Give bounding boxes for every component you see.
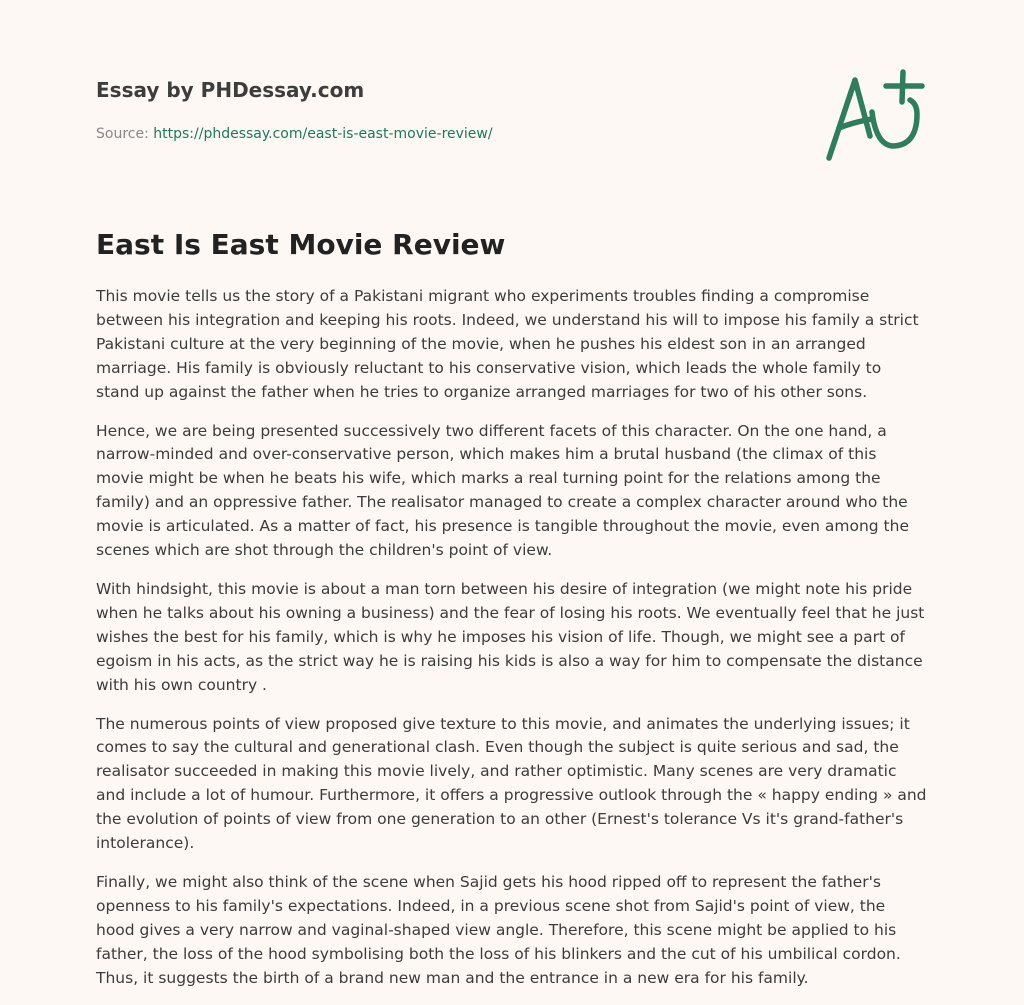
essay-paragraph: Finally, we might also think of the scene when Sajid gets his hood ripped off to represent the father's openness to his family's expectations. Indeed, in a previous scene shot from Sajid's point of view, the hood gives a very narrow and vaginal-shaped view angle. Therefore, this scene might be applied to his father, the loss of the hood symbolising both the loss of his blinkers and the cut of his umbilical cordon. Thus, it suggests the birth of a brand new man and the entrance in a new era for his family.: [96, 872, 901, 987]
a-plus-logo-icon: [822, 66, 928, 166]
source-line: [96, 124, 816, 144]
essay-title: East Is East Movie Review: [96, 228, 506, 261]
essay-paragraph: The numerous points of view proposed give texture to this movie, and animates the underlying issues; it comes to say the cultural and generational clash. Even though the subject is quite serious and sad, the realisator succeeded in making this movie lively, and rather optimistic. Many scenes are very dramatic and include a lot of humour. Furthermore, it offers a progressive outlook through the « happy ending » and the evolution of points of view from one generation to an other (Ernest's tolerance Vs it's grand-father's intolerance).: [96, 714, 927, 853]
essay-paragraph: This movie tells us the story of a Pakistani migrant who experiments troubles finding a compromise between his integration and keeping his roots. Indeed, we understand his will to impose his family a strict Pakistani culture at the very beginning of the movie, when he pushes his eldest son in an arranged marriage. His family is obviously reluctant to his conservative vision, which leads the whole family to stand up against the father when he tries to organize arranged marriages for two of his other sons.: [96, 287, 919, 401]
essay-body: [96, 285, 928, 1005]
source-label: Source:: [96, 126, 149, 142]
essay-paragraph: Hence, we are being presented successively two different facets of this character. On the one hand, a narrow-minded and over-conservative person, which makes him a brutal husband (the climax of this movie might be when he beats his wife, which marks a real turning point for the relations among the family) and an oppressive father. The realisator managed to create a complex character around who the movie is articulated. As a matter of fact, his presence is tangible throughout the movie, even among the scenes which are shot through the children's point of view.: [96, 421, 909, 560]
source-link[interactable]: https://phdessay.com/east-is-east-movie-review/: [153, 126, 493, 142]
site-brand: Essay by PHDessay.com: [96, 78, 365, 102]
header: [96, 76, 816, 144]
essay-paragraph: With hindsight, this movie is about a man torn between his desire of integration (we might note his pride when he talks about his owning a business) and the fear of losing his roots. We eventually feel that he just wishes the best for his family, which is why he imposes his vision of life. Though, we might see a part of egoism in his acts, as the strict way he is raising his kids is also a way for him to compensate the distance with his own country .: [96, 579, 925, 694]
